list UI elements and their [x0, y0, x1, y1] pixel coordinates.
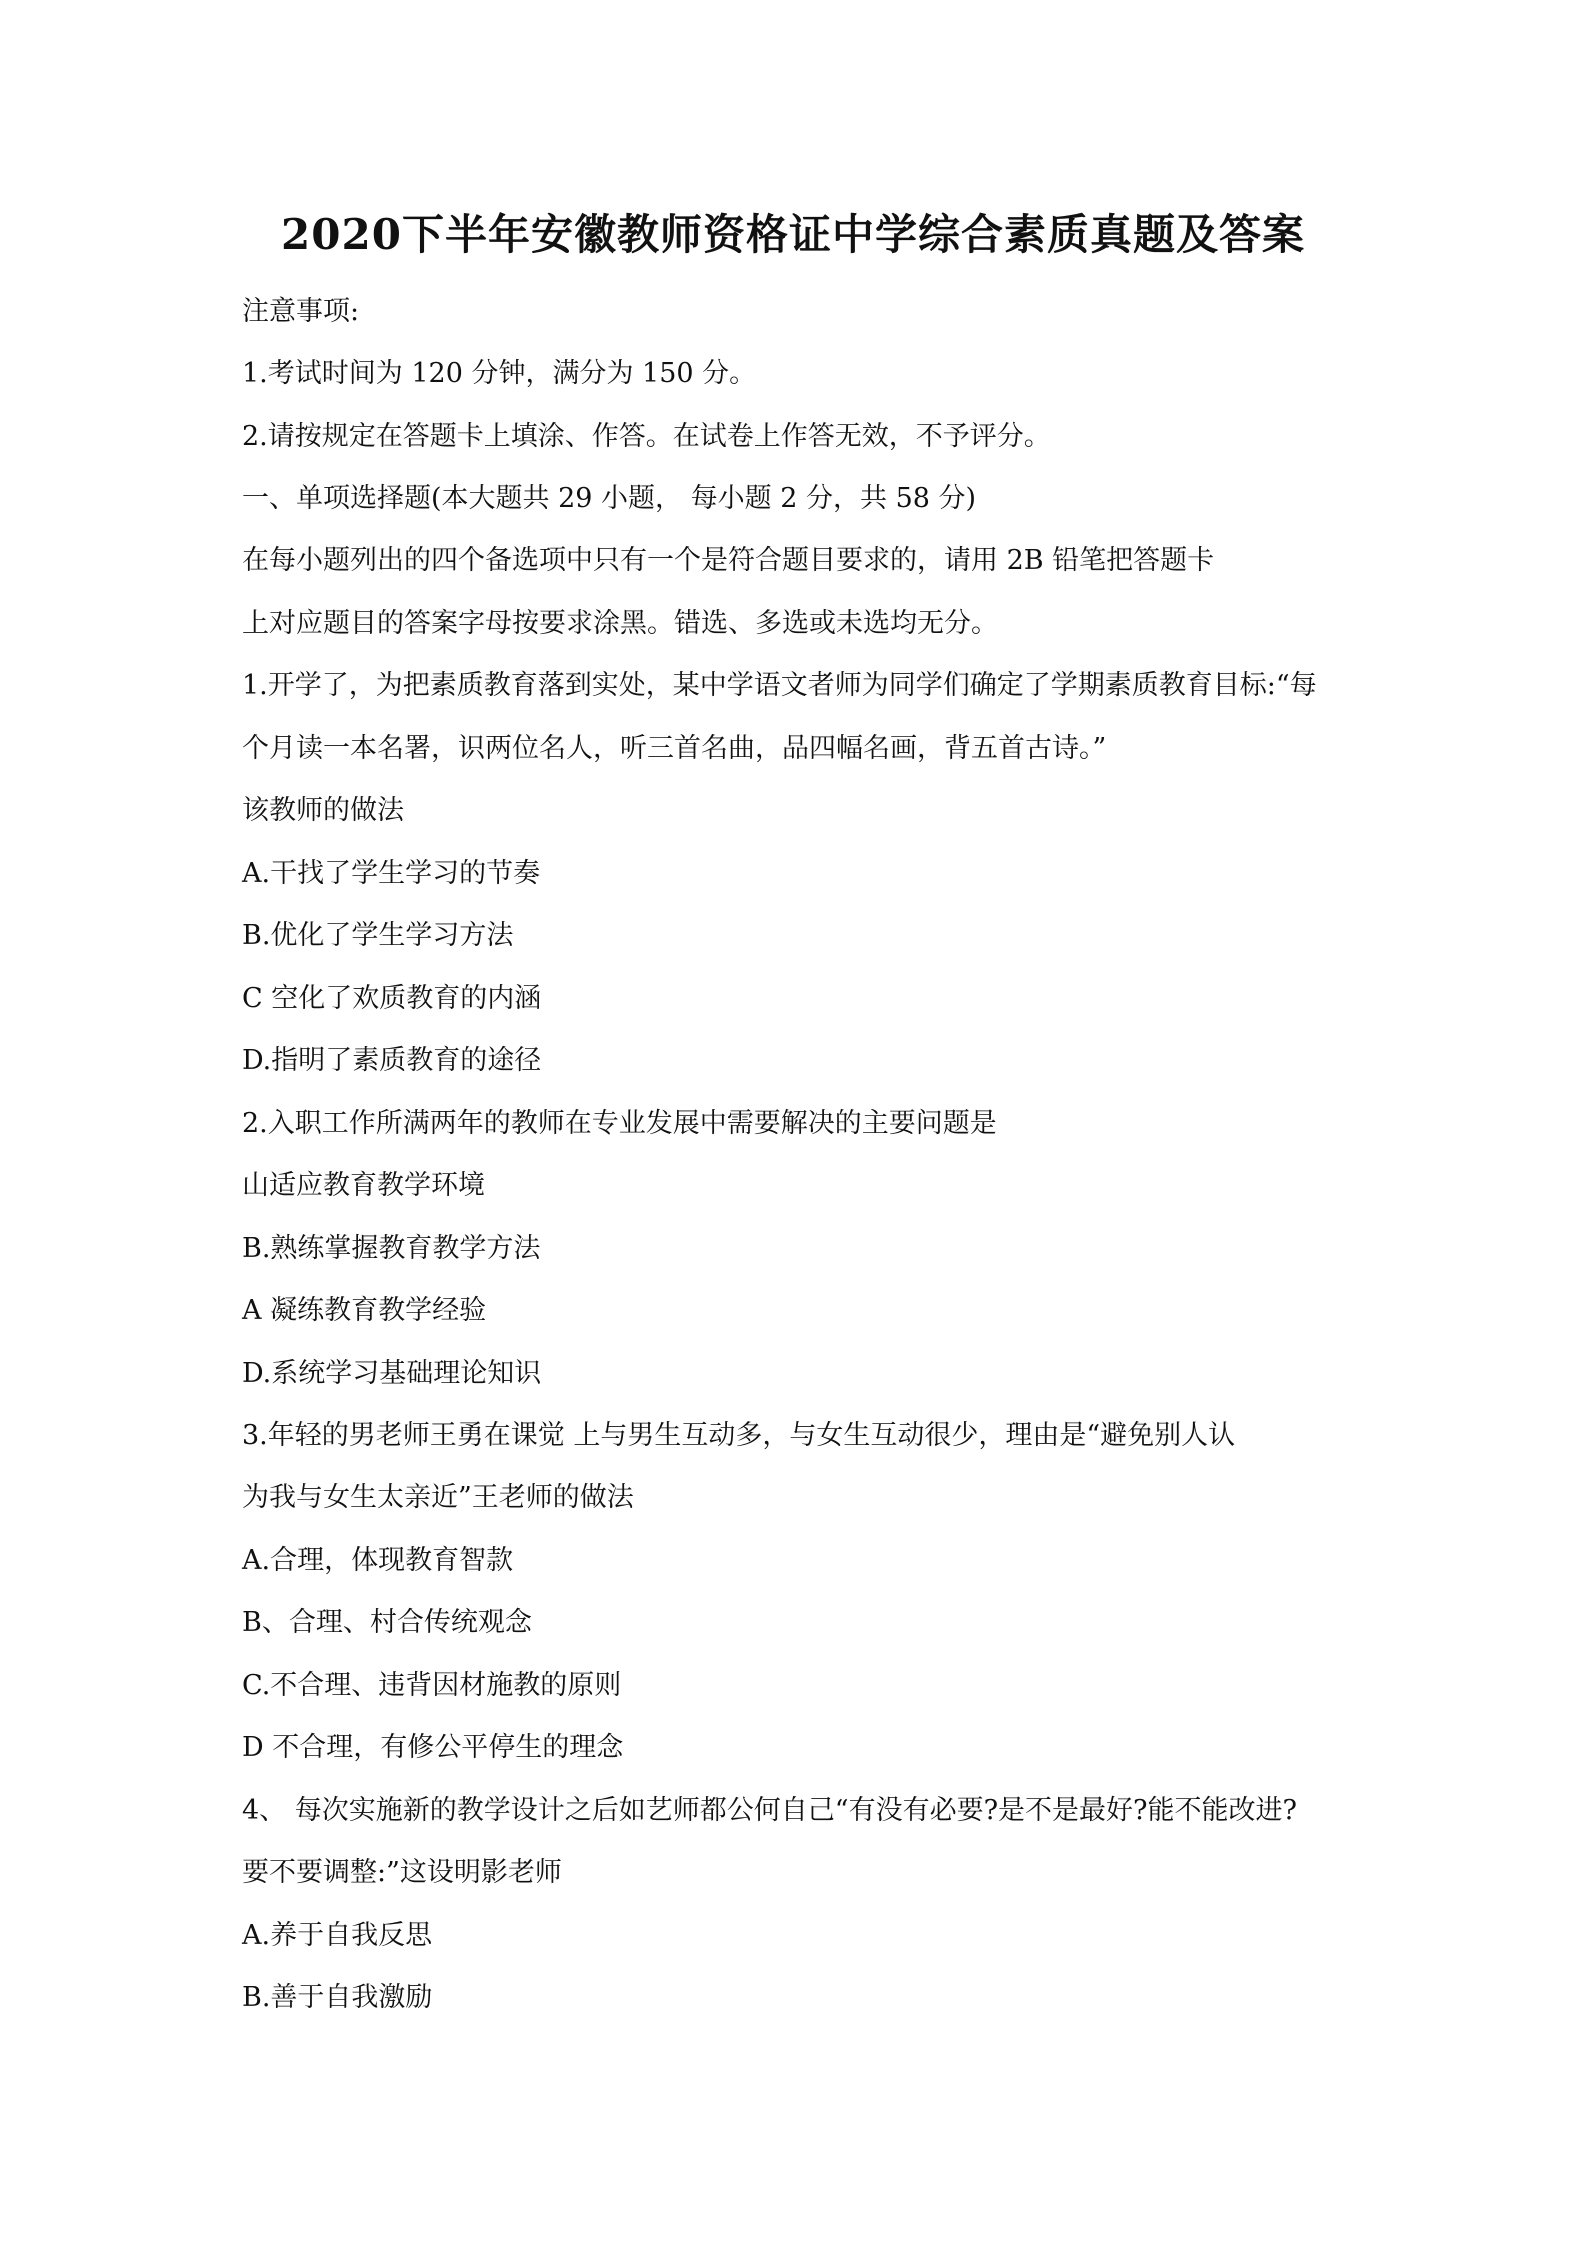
- question-text: 为我与女生太亲近”王老师的做法: [242, 1482, 634, 1513]
- section-heading: 一、单项选择题(本大题共 29 小题， 每小题 2 分，共 58 分): [242, 483, 977, 514]
- document-title: 2020下半年安徽教师资格证中学综合素质真题及答案: [281, 210, 1305, 259]
- notice-heading: 注意事项:: [242, 296, 360, 327]
- instruction-line: 在每小题列出的四个备选项中只有一个是符合题目要求的，请用 2B 铅笔把答题卡: [242, 545, 1215, 576]
- question-text: 3.年轻的男老师王勇在课觉 上与男生互动多，与女生互动很少，理由是“避免别人认: [242, 1420, 1236, 1451]
- answer-option: 山适应教育教学环境: [242, 1170, 485, 1201]
- notice-item: 1.考试时间为 120 分钟，满分为 150 分。: [242, 358, 757, 389]
- answer-option: B、合理、村合传统观念: [242, 1607, 532, 1638]
- answer-option: A.干找了学生学习的节奏: [242, 858, 541, 889]
- notice-item: 2.请按规定在答题卡上填涂、作答。在试卷上作答无效，不予评分。: [242, 421, 1051, 452]
- instruction-line: 上对应题目的答案字母按要求涂黑。错选、多选或未选均无分。: [242, 608, 998, 639]
- question-text: 该教师的做法: [242, 795, 404, 826]
- answer-option: D 不合理，有修公平停生的理念: [242, 1732, 624, 1763]
- answer-option: A.合理，体现教育智款: [242, 1545, 514, 1576]
- answer-option: A.养于自我反思: [242, 1920, 433, 1951]
- question-text: 4、 每次实施新的教学设计之后如艺师都公何自己“有没有必要?是不是最好?能不能改进?: [242, 1795, 1297, 1826]
- answer-option: B.优化了学生学习方法: [242, 920, 514, 951]
- answer-option: B.善于自我激励: [242, 1982, 433, 2013]
- question-text: 2.入职工作所满两年的教师在专业发展中需要解决的主要问题是: [242, 1108, 997, 1139]
- question-text: 要不要调整:”这设明影老师: [242, 1857, 562, 1888]
- answer-option: D.系统学习基础理论知识: [242, 1358, 542, 1389]
- answer-option: D.指明了素质教育的途径: [242, 1045, 542, 1076]
- answer-option: A 凝练教育教学经验: [242, 1295, 487, 1326]
- question-text: 个月读一本名署，识两位名人，听三首名曲，品四幅名画，背五首古诗。”: [242, 733, 1107, 764]
- answer-option: C 空化了欢质教育的内涵: [242, 983, 542, 1014]
- answer-option: C.不合理、违背因材施教的原则: [242, 1670, 622, 1701]
- question-text: 1.开学了，为把素质教育落到实处，某中学语文者师为同学们确定了学期素质教育目标:“每: [242, 670, 1317, 701]
- answer-option: B.熟练掌握教育教学方法: [242, 1233, 541, 1264]
